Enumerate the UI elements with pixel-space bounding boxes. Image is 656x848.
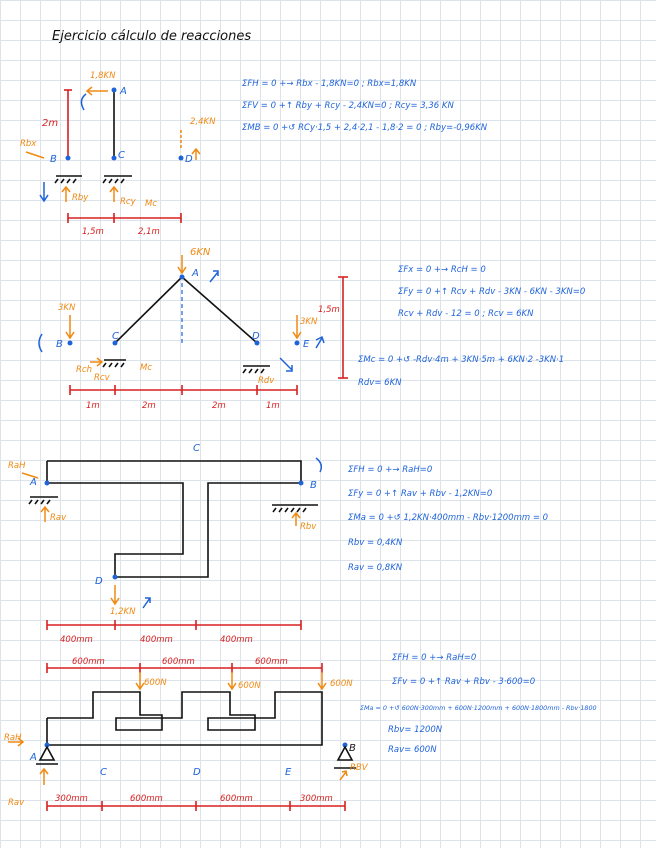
moment-arc-icon <box>81 94 86 110</box>
load-a-label: 1,8KN <box>90 71 116 81</box>
rby-label: Rby <box>72 193 89 203</box>
top-dim-2: 600mm <box>162 657 195 667</box>
node-b-label: B <box>50 154 57 165</box>
rav4-label: Rav <box>8 798 25 808</box>
node-d3-label: D <box>95 576 103 587</box>
height2-label: 1,5m <box>318 305 340 315</box>
rbv3-label: Rbv <box>300 522 317 532</box>
rbx-arrow <box>26 152 44 158</box>
p4-eq-5: Rav= 600N <box>388 745 437 755</box>
dim3-1: 400mm <box>60 635 93 645</box>
p3-eq-4: Rbv = 0,4KN <box>348 538 403 548</box>
load-6kn: 6KN <box>190 247 211 258</box>
top-dim-3: 600mm <box>255 657 288 667</box>
node-c <box>112 156 117 161</box>
pin-support-a <box>40 747 54 760</box>
node-e2-label: E <box>303 339 310 350</box>
member-ad <box>182 277 257 343</box>
dim2-2: 2m <box>142 401 156 411</box>
p4-eq-3: ΣMa = 0 +↺ 600N·300mm + 600N·1200mm + 600N·1800mm - Rbv·1800 <box>360 704 597 712</box>
problem-2-diagram <box>39 247 348 411</box>
load-3kn-e: 3KN <box>300 317 318 327</box>
p2-eq-5: Rdv= 6KN <box>358 378 402 388</box>
p1-eq-2: ΣFV = 0 +↑ Rby + Rcy - 2,4KN=0 ; Rcy= 3,36 KN <box>242 101 454 111</box>
node-a3-label: A <box>30 477 37 488</box>
p4-eq-2: ΣFv = 0 +↑ Rav + Rbv - 3·600=0 <box>392 677 536 687</box>
problem-2-equations <box>358 265 585 388</box>
dim-1: 1,5m <box>82 227 104 237</box>
node-b4-label: B <box>349 743 356 754</box>
bottom-dim-1: 300mm <box>55 794 88 804</box>
top-dim-1: 600mm <box>72 657 105 667</box>
node-c3-label: C <box>193 443 200 454</box>
p4-eq-4: Rbv= 1200N <box>388 725 443 735</box>
rah3-label: RaH <box>8 461 26 471</box>
rav3-label: Rav <box>50 513 67 523</box>
dim2-1: 1m <box>86 401 100 411</box>
dim3-3: 400mm <box>220 635 253 645</box>
p1-eq-3: ΣMB = 0 +↺ RCy·1,5 + 2,4·2,1 - 1,8·2 = 0 ; Rby=-0,96KN <box>242 123 488 133</box>
rcy-label: Rcy <box>120 197 136 207</box>
p3-eq-3: ΣMa = 0 +↺ 1,2KN·400mm - Rbv·1200mm = 0 <box>348 513 549 523</box>
bottom-dim-3: 600mm <box>220 794 253 804</box>
node-c4-label: C <box>100 767 107 778</box>
p2-eq-1: ΣFx = 0 +→ RcH = 0 <box>398 265 486 275</box>
force-d-label: 2,4KN <box>190 117 216 127</box>
bottom-dim-2: 600mm <box>130 794 163 804</box>
dim-2: 2,1m <box>138 227 160 237</box>
node-b <box>66 156 71 161</box>
p2-eq-2: ΣFy = 0 +↑ Rcv + Rdv - 3KN - 6KN - 3KN=0 <box>398 287 586 297</box>
problem-4-equations <box>360 653 597 755</box>
problem-3-diagram <box>8 443 321 645</box>
node-a <box>112 88 117 93</box>
node-b2-label: B <box>56 339 63 350</box>
load4-1: 600N <box>144 678 167 688</box>
problem-3-equations <box>348 465 548 573</box>
rbv4-label: RBV <box>350 763 368 773</box>
node-d <box>179 156 184 161</box>
node-d-label: D <box>185 154 193 165</box>
node-d2-label: D <box>252 331 260 342</box>
problem-1-equations <box>242 79 488 133</box>
node-c-label: C <box>118 150 125 161</box>
node-a2-label: A <box>192 268 199 279</box>
mc-label: Mc <box>145 199 158 209</box>
member-ca <box>115 277 182 343</box>
p1-eq-1: ΣFH = 0 +→ Rbx - 1,8KN=0 ; Rbx=1,8KN <box>242 79 417 89</box>
load-3kn-b: 3KN <box>58 303 76 313</box>
problem-4-diagram <box>4 657 369 811</box>
dim3-2: 400mm <box>140 635 173 645</box>
rbx-label: Rbx <box>20 139 37 149</box>
mc2-label: Mc <box>140 363 153 373</box>
node-a-label: A <box>120 86 127 97</box>
rdv-label: Rdv <box>258 376 275 386</box>
rch-label: Rch <box>76 365 92 375</box>
down-arrow-icon <box>40 182 48 201</box>
p2-eq-4: ΣMc = 0 +↺ -Rdv·4m + 3KN·5m + 6KN·2 -3KN·1 <box>358 355 565 365</box>
p3-eq-5: Rav = 0,8KN <box>348 563 403 573</box>
rah4-label: RaH <box>4 733 22 743</box>
load4-2: 600N <box>238 681 261 691</box>
node-a4-label: A <box>30 752 37 763</box>
problem-1-diagram <box>20 71 216 237</box>
height-label: 2m <box>42 118 59 129</box>
p3-eq-1: ΣFH = 0 +→ RaH=0 <box>348 465 433 475</box>
z-beam-outline <box>47 461 301 577</box>
node-b3-label: B <box>310 480 317 491</box>
p4-eq-1: ΣFH = 0 +→ RaH=0 <box>392 653 477 663</box>
p3-eq-2: ΣFy = 0 +↑ Rav + Rbv - 1,2KN=0 <box>348 489 493 499</box>
p2-eq-3: Rcv + Rdv - 12 = 0 ; Rcv = 6KN <box>398 309 534 319</box>
dim2-4: 1m <box>266 401 280 411</box>
load3-label: 1,2KN <box>110 607 136 617</box>
notched-beam-outline <box>47 692 322 745</box>
dim2-3: 2m <box>212 401 226 411</box>
bottom-dim-4: 300mm <box>300 794 333 804</box>
load4-3: 600N <box>330 679 353 689</box>
node-c2-label: C <box>112 331 119 342</box>
node-d4-label: D <box>193 767 201 778</box>
rcv-label: Rcv <box>94 373 110 383</box>
page-title: Ejercicio cálculo de reacciones <box>52 29 252 44</box>
node-e4-label: E <box>285 767 292 778</box>
